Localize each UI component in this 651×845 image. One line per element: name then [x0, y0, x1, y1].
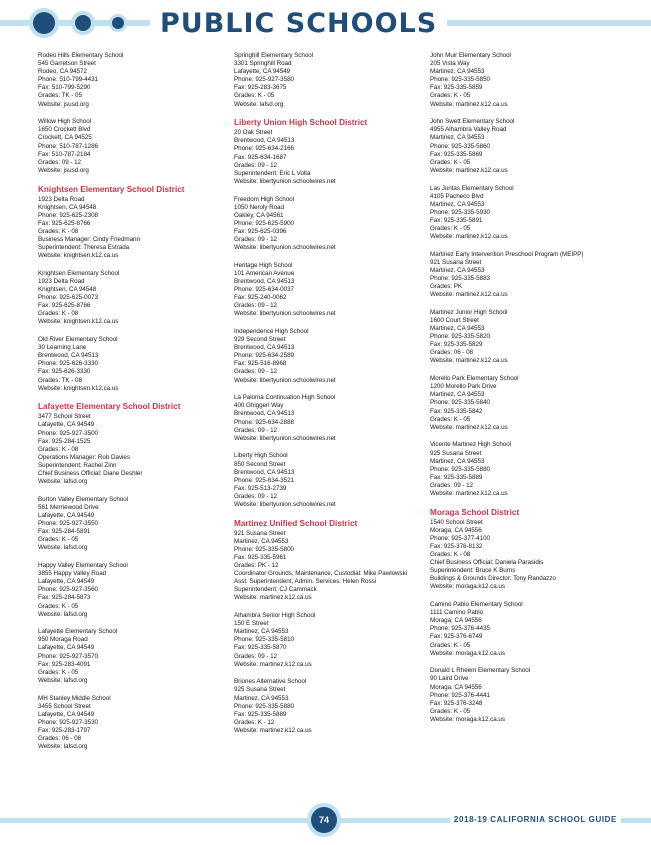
entry-line: Grades: K - 05 [430, 92, 471, 100]
entry-line: Fax: 925-284-5873 [38, 594, 91, 602]
entry-line: 90 Laird Drive [430, 675, 469, 683]
school-name: Rodeo Hills Elementary School [38, 52, 124, 59]
entry-line: Martinez, CA 94553 [430, 134, 485, 142]
district-entry [38, 185, 238, 261]
entry-line: Grades: 09 - 12 [234, 426, 278, 434]
entry-line: Fax: 925-625-8766 [38, 302, 91, 310]
entry-line: Grades: PK [430, 283, 463, 291]
entry-line: Phone: 925-634-2888 [234, 418, 294, 426]
district-name: Moraga School District [430, 507, 520, 517]
entry-line: Lafayette, CA 94549 [38, 421, 95, 429]
entry-line: Phone: 925-634-2166 [234, 145, 294, 153]
entry-line: Grades: 06 - 08 [430, 349, 474, 357]
entry-line: Coordinator Grounds, Maintenance, Custodial: Mike Pawlowski [234, 570, 408, 578]
entry-line: Website: libertyunion.schoolwires.net [234, 500, 336, 508]
school-entry [38, 52, 238, 109]
entry-line: Martinez, CA 94553 [430, 68, 485, 76]
entry-line: Fax: 925-335-5859 [430, 84, 483, 92]
entry-line: 1540 School Street [430, 518, 483, 526]
entry-line: Fax: 925-625-0396 [234, 227, 287, 235]
school-name: Burton Valley Elementary School [38, 495, 129, 503]
entry-line: Phone: 925-335-5930 [430, 208, 490, 216]
entry-line: Website: libertyunion.schoolwires.net [234, 434, 336, 442]
entry-line: 4105 Pacheco Blvd [430, 192, 484, 200]
entry-line: Brentwood, CA 94513 [38, 352, 99, 360]
entry-line: Phone: 925-625-0073 [38, 294, 98, 302]
entry-line: Grades: K - 05 [430, 415, 471, 423]
entry-line: Phone: 925-376-4435 [430, 625, 490, 633]
entry-line: Grades: 09 - 12 [234, 302, 278, 310]
entry-line: Grades: K - 08 [38, 445, 79, 453]
entry-line: Website: martinez.k12.ca.us [430, 166, 508, 174]
school-entry [430, 251, 630, 300]
entry-line: Website: martinez.k12.ca.us [430, 233, 508, 241]
school-name: Old River Elementary School [38, 336, 118, 344]
entry-line: Phone: 925-927-3580 [234, 76, 294, 84]
entry-line: Fax: 925-335-5889 [234, 710, 287, 718]
entry-line: 3855 Happy Valley Road [38, 570, 107, 578]
school-name: Knightsen Elementary School [38, 269, 120, 277]
entry-line: Phone: 925-634-0037 [234, 286, 294, 294]
entry-line: 850 Second Street [234, 460, 286, 468]
district-name: Liberty Union High School District [234, 118, 368, 128]
entry-line: 950 Moraga Road [38, 636, 88, 644]
entry-line: Website: martinez.k12.ca.us [430, 357, 508, 365]
entry-line: Grades: K - 08 [38, 310, 79, 318]
column-1 [38, 52, 238, 761]
entry-line: Phone: 925-335-5840 [430, 399, 490, 407]
entry-line: Phone: 925-335-5810 [234, 636, 294, 644]
school-entry [234, 678, 434, 735]
entry-line: Superintendent: Theresa Estrada [38, 244, 130, 252]
entry-line: Phone: 925-927-3530 [38, 718, 98, 726]
entry-line: Fax: 925-335-5891 [430, 216, 483, 224]
entry-line: Brentwood, CA 94513 [234, 277, 295, 285]
school-entry [38, 496, 238, 553]
entry-line: Phone: 925-625-5900 [234, 219, 294, 227]
entry-line: Website: libertyunion.schoolwires.net [234, 376, 336, 384]
entry-line: 400 Ghiggeri Way [234, 402, 284, 410]
entry-line: 3301 Springhill Road [234, 60, 292, 68]
school-name: Las Juntas Elementary School [430, 184, 514, 192]
entry-line: Phone: 925-634-3521 [234, 476, 294, 484]
entry-line: Martinez, CA 94553 [430, 200, 485, 208]
entry-line: 561 Merriewood Drive [38, 503, 99, 511]
page-header [0, 0, 651, 48]
entry-line: Website: lafsd.org [38, 676, 88, 684]
entry-line: Fax: 925-516-8968 [234, 360, 287, 368]
entry-line: Website: jsusd.org [38, 166, 89, 174]
school-name: Freedom High School [234, 195, 294, 203]
school-name: La Paloma Continuation High School [234, 394, 336, 402]
entry-line: Martinez, CA 94553 [234, 628, 289, 636]
entry-line: Superintendent: Eric L Volta [234, 169, 311, 177]
entry-line: Website: martinez.k12.ca.us [430, 291, 508, 299]
entry-line: Business Manager: Cindy Friedmann [38, 235, 140, 243]
entry-line: Website: lafsd.org [38, 478, 88, 486]
school-name: Vicente Martinez High School [430, 441, 512, 449]
entry-line: Website: libertyunion.schoolwires.net [234, 177, 336, 185]
entry-line: 20 Oak Street [234, 129, 273, 137]
entry-line: 205 Vista Way [430, 60, 470, 68]
entry-line: 4955 Alhambra Valley Road [430, 126, 507, 134]
entry-line: Chief Business Official: Diane Deshler [38, 470, 143, 477]
entry-line: Website: martinez.k12.ca.us [234, 594, 312, 602]
entry-line: Fax: 925-335-5889 [430, 473, 483, 481]
district-entry [234, 519, 434, 603]
entry-line: Website: lafsd.org [38, 610, 88, 618]
school-entry [234, 394, 434, 443]
entry-line: 3455 School Street [38, 702, 91, 710]
entry-line: Moraga, CA 94556 [430, 617, 482, 625]
school-entry [430, 309, 630, 366]
school-name: MH Stanley Middle School [38, 694, 111, 702]
entry-line: Phone: 925-634-2589 [234, 352, 294, 360]
school-name: Camino Pablo Elementary School [430, 601, 523, 609]
entry-line: Fax: 925-335-5961 [234, 553, 287, 561]
school-name: Martinez Junior High School [430, 308, 508, 316]
entry-line: Asst. Superintendent, Admin. Services: Helen Rossi [234, 578, 377, 586]
page-number: 74 [311, 807, 337, 833]
entry-line: Grades: 09 - 12 [234, 492, 278, 500]
entry-line: Phone: 925-335-5800 [234, 545, 294, 553]
school-name: Alhambra Senior High School [234, 612, 316, 620]
district-entry [430, 508, 630, 592]
entry-line: Brentwood, CA 94513 [234, 410, 295, 418]
entry-line: Moraga, CA 94556 [430, 526, 482, 534]
school-name: Briones Alternative School [234, 678, 307, 686]
school-entry [38, 695, 238, 752]
entry-line: Operations Manager: Rob Davies [38, 453, 130, 461]
school-entry [430, 667, 630, 724]
school-name: John Muir Elementary School [430, 52, 511, 59]
entry-line: Website: knightsen.k12.ca.us [38, 318, 119, 326]
school-entry [430, 601, 630, 658]
entry-line: 921 Susana Street [430, 258, 482, 266]
entry-line: Fax: 925-335-5829 [430, 341, 483, 349]
entry-line: 150 E Street [234, 620, 269, 628]
entry-line: Grades: 06 - 08 [38, 735, 82, 742]
entry-line: Brentwood, CA 94513 [234, 468, 295, 476]
header-dot-small-icon [112, 17, 124, 29]
entry-line: Fax: 925-513-2739 [234, 484, 287, 492]
entry-line: 30 Learning Lane [38, 344, 87, 352]
school-name: Willow High School [38, 118, 91, 126]
entry-line: Grades: 09 - 12 [38, 158, 82, 166]
entry-line: 1600 Court Street [430, 317, 479, 324]
entry-line: 1650 Crockett Blvd [38, 126, 91, 134]
entry-line: Phone: 925-927-3550 [38, 520, 98, 528]
page-footer [0, 806, 651, 836]
entry-line: 921 Susana Street [234, 529, 286, 537]
entry-line: Website: martinez.k12.ca.us [430, 100, 508, 108]
school-name: John Swett Elementary School [430, 118, 515, 126]
entry-line: Grades: PK - 12 [234, 562, 279, 570]
entry-line: Brentwood, CA 94513 [234, 344, 295, 352]
entry-line: Grades: K - 05 [38, 668, 79, 676]
entry-line: 1200 Morello Park Drive [430, 383, 497, 391]
entry-line: Lafayette, CA 94549 [38, 511, 95, 519]
entry-line: Website: lafsd.org [38, 544, 88, 552]
school-name: Donald L Rheem Elementary School [430, 667, 531, 675]
school-entry [38, 270, 238, 327]
entry-line: Phone: 510-787-1286 [38, 142, 98, 150]
school-name: Martinez Early Intervention Preschool Program (MEIPP) [430, 250, 584, 258]
entry-line: Buildings & Grounds Director: Tony Randazzo [430, 575, 556, 583]
school-name: Independence High School [234, 328, 309, 335]
entry-line: Grades: K - 08 [430, 551, 471, 559]
entry-line: Phone: 510-799-4431 [38, 76, 98, 84]
entry-line: Oakley, CA 94561 [234, 211, 284, 219]
entry-line: Website: libertyunion.schoolwires.net [234, 244, 336, 252]
school-name: Morello Park Elementary School [430, 375, 519, 383]
entry-line: Fax: 925-626-3330 [38, 368, 91, 376]
entry-line: Fax: 925-283-1797 [38, 726, 91, 734]
entry-line: Fax: 510-787-2184 [38, 150, 91, 158]
entry-line: Grades: K - 05 [234, 92, 275, 100]
entry-line: Grades: 09 - 12 [234, 235, 278, 243]
school-entry [38, 118, 238, 175]
column-2 [234, 52, 434, 745]
entry-line: Grades: 09 - 12 [234, 652, 278, 660]
district-name: Knightsen Elementary School District [38, 184, 185, 194]
entry-line: Rodeo, CA 94572 [38, 68, 87, 76]
school-entry [38, 562, 238, 619]
entry-line: Phone: 925-626-3330 [38, 360, 98, 368]
entry-line: Grades: K - 05 [430, 158, 471, 166]
entry-line: Phone: 925-335-5880 [430, 465, 490, 473]
district-entry [234, 118, 434, 186]
entry-line: 3477 School Street [38, 413, 91, 421]
entry-line: 925 Susana Street [430, 449, 482, 457]
entry-line: Fax: 925-376-6749 [430, 633, 483, 641]
school-entry [234, 452, 434, 509]
school-entry [234, 612, 434, 669]
entry-line: Grades: K - 12 [234, 718, 275, 726]
entry-line: Grades: K - 05 [430, 224, 471, 232]
school-entry [430, 118, 630, 175]
school-name: Happy Valley Elementary School [38, 562, 128, 570]
entry-line: Website: jsusd.org [38, 100, 89, 108]
school-entry [430, 185, 630, 242]
school-entry [430, 375, 630, 432]
entry-line: Fax: 925-335-5870 [234, 644, 287, 652]
entry-line: Phone: 925-927-3560 [38, 586, 98, 594]
school-name: Lafayette Elementary School [38, 628, 118, 636]
school-entry [234, 52, 434, 109]
entry-line: Phone: 925-376-4441 [430, 691, 490, 699]
school-entry [430, 441, 630, 498]
entry-line: Grades: K - 05 [38, 536, 79, 544]
entry-line: Martinez, CA 94553 [234, 694, 289, 702]
entry-line: Phone: 925-335-5820 [430, 333, 490, 341]
entry-line: Fax: 925-284-5891 [38, 528, 91, 536]
school-entry [430, 52, 630, 109]
school-name: Heritage High School [234, 261, 293, 269]
guide-title: 2018-19 CALIFORNIA SCHOOL GUIDE [450, 814, 621, 826]
entry-line: Grades: 09 - 12 [234, 161, 278, 169]
entry-line: Lafayette, CA 94549 [38, 578, 95, 586]
entry-line: 1111 Camino Pablo [430, 609, 484, 617]
school-entry [234, 262, 434, 319]
school-name: Liberty High School [234, 452, 288, 460]
entry-line: Lafayette, CA 94549 [234, 68, 291, 76]
entry-line: 1050 Neroly Road [234, 203, 284, 211]
entry-line: Website: martinez.k12.ca.us [430, 489, 508, 497]
entry-line: Website: martinez.k12.ca.us [234, 726, 312, 734]
entry-line: Superintendent: Rachel Zinn [38, 461, 117, 469]
entry-line: Phone: 925-335-5880 [234, 702, 294, 710]
entry-line: Website: knightsen.k12.ca.us [38, 252, 119, 260]
entry-line: Fax: 510-799-5290 [38, 84, 91, 92]
entry-line: Lafayette, CA 94549 [38, 710, 95, 718]
entry-line: Phone: 925-625-2308 [38, 211, 98, 219]
entry-line: Moraga, CA 94556 [430, 683, 482, 691]
school-entry [38, 628, 238, 685]
entry-line: Phone: 925-927-3570 [38, 652, 98, 660]
entry-line: Grades: 09 - 12 [234, 368, 278, 376]
entry-line: Grades: K - 05 [430, 707, 471, 715]
entry-line: Fax: 925-376-3248 [430, 699, 483, 707]
district-name: Martinez Unified School District [234, 518, 358, 528]
entry-line: 929 Second Street [234, 336, 286, 344]
entry-line: Grades: TK - 05 [38, 92, 82, 100]
entry-line: Grades: 09 - 12 [430, 481, 474, 489]
entry-line: 1923 Delta Road [38, 195, 85, 203]
entry-line: Chief Business Official: Daniela Parasidis [430, 559, 544, 567]
entry-line: Fax: 925-283-4091 [38, 660, 91, 668]
school-entry [234, 196, 434, 253]
district-entry [38, 402, 238, 486]
entry-line: Superintendent: Bruce K Burns [430, 567, 516, 575]
entry-line: 545 Garretson Street [38, 60, 96, 68]
entry-line: Fax: 925-335-5842 [430, 407, 483, 415]
entry-line: Martinez, CA 94553 [430, 391, 485, 399]
entry-line: Brentwood, CA 94513 [234, 137, 295, 145]
entry-line: Fax: 925-376-8132 [430, 542, 483, 550]
entry-line: Website: moraga.k12.ca.us [430, 649, 505, 657]
entry-line: Martinez, CA 94553 [430, 457, 485, 465]
entry-line: 101 American Avenue [234, 269, 295, 277]
school-name: Springhill Elementary School [234, 52, 314, 59]
entry-line: Website: lafsd.org [234, 100, 284, 108]
entry-line: Knightsen, CA 94548 [38, 203, 97, 211]
entry-line: Crockett, CA 94525 [38, 134, 92, 142]
entry-line: Fax: 925-335-5869 [430, 150, 483, 158]
entry-line: Fax: 925-283-3675 [234, 84, 287, 92]
entry-line: 1923 Delta Road [38, 277, 85, 285]
entry-line: Website: martinez.k12.ca.us [430, 423, 508, 431]
entry-line: Phone: 925-335-5860 [430, 142, 490, 150]
entry-line: Phone: 925-377-4100 [430, 534, 490, 542]
entry-line: Fax: 925-634-1687 [234, 153, 287, 161]
entry-line: Website: knightsen.k12.ca.us [38, 384, 119, 392]
page-title: PUBLIC SCHOOLS [150, 6, 447, 42]
entry-line: Website: martinez.k12.ca.us [234, 660, 312, 668]
district-name: Lafayette Elementary School District [38, 402, 181, 412]
school-entry [234, 328, 434, 385]
entry-line: Website: libertyunion.schoolwires.net [234, 310, 336, 318]
entry-line: Fax: 925-240-0062 [234, 294, 287, 302]
header-dot-large-icon [33, 12, 55, 34]
header-dot-medium-icon [75, 15, 91, 31]
entry-line: Phone: 925-927-3500 [38, 429, 98, 437]
entry-line: Website: lafsd.org [38, 743, 88, 751]
entry-line: Knightsen, CA 94548 [38, 286, 97, 294]
entry-line: Phone: 925-335-5883 [430, 275, 490, 283]
column-3 [430, 52, 630, 734]
entry-line: Martinez, CA 94553 [430, 266, 485, 274]
entry-line: Martinez, CA 94553 [234, 537, 289, 545]
school-entry [38, 336, 238, 393]
entry-line: 925 Susana Street [234, 686, 286, 694]
entry-line: Website: moraga.k12.ca.us [430, 583, 505, 591]
entry-line: Grades: K - 05 [38, 602, 79, 610]
entry-line: Phone: 925-335-5850 [430, 76, 490, 84]
entry-line: Fax: 925-625-8766 [38, 219, 91, 227]
entry-line: Grades: K - 08 [38, 227, 79, 235]
entry-line: Website: moraga.k12.ca.us [430, 715, 505, 723]
entry-line: Fax: 925-284-1525 [38, 437, 91, 445]
entry-line: Superintendent: CJ Cammack [234, 586, 317, 594]
entry-line: Grades: TK - 08 [38, 376, 82, 384]
entry-line: Martinez, CA 94553 [430, 325, 485, 333]
entry-line: Lafayette, CA 94549 [38, 644, 95, 652]
entry-line: Grades: K - 05 [430, 641, 471, 649]
